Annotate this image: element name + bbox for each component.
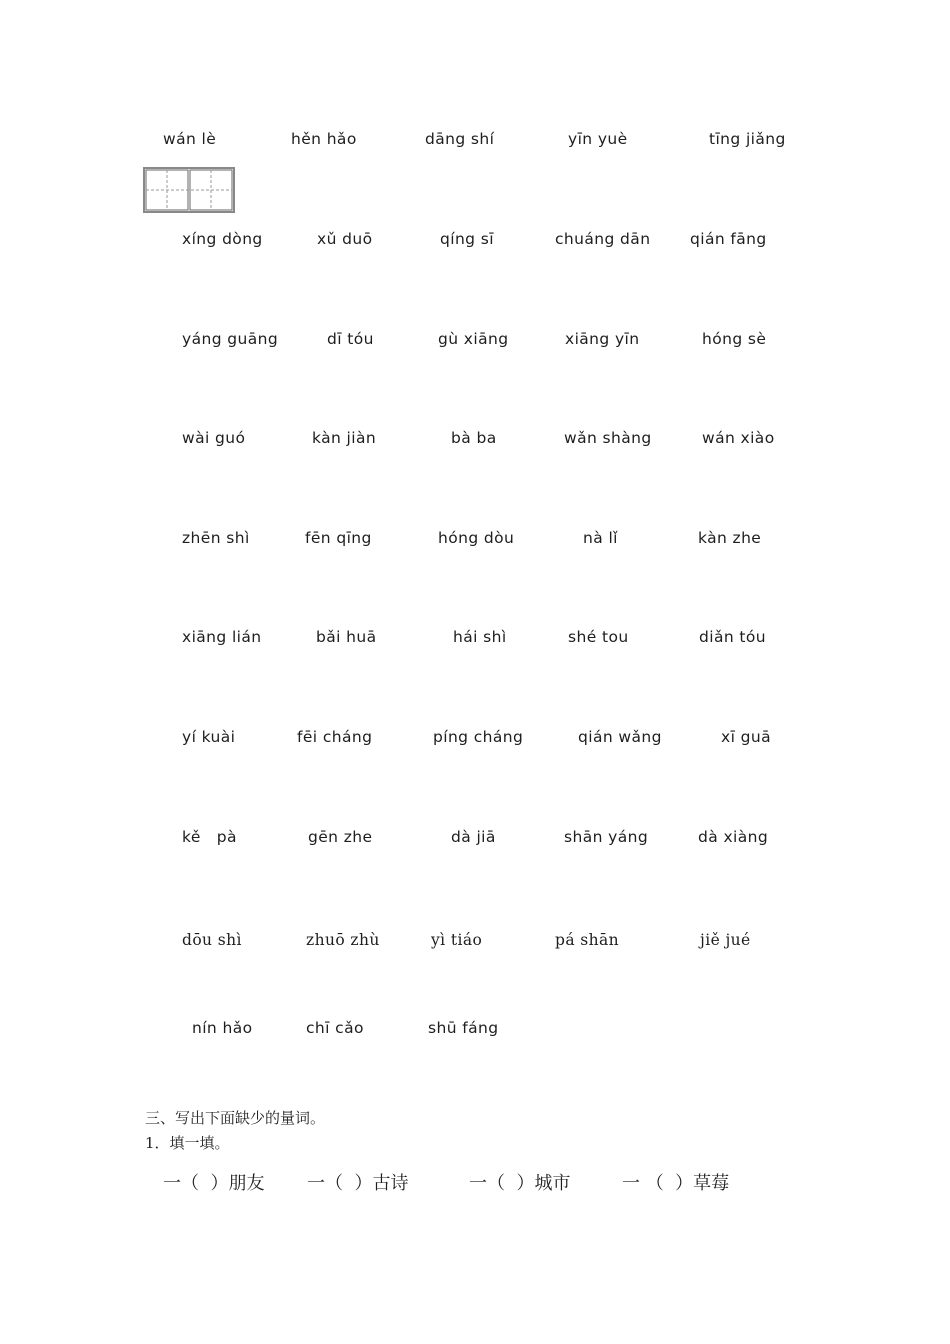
pinyin-word: xī guā [721, 728, 771, 746]
pinyin-word: dī tóu [327, 330, 374, 348]
pinyin-word: hái shì [453, 628, 507, 646]
pinyin-word: wán xiào [702, 429, 775, 447]
pinyin-word: dà xiàng [698, 828, 769, 846]
pinyin-word: gēn zhe [308, 828, 373, 846]
pinyin-word: píng cháng [433, 728, 524, 746]
pinyin-word: xǔ duō [317, 230, 373, 248]
pinyin-word: kě pà [182, 828, 237, 846]
pinyin-word: wǎn shàng [564, 429, 652, 447]
pinyin-word: dōu shì [182, 931, 242, 949]
pinyin-word: chuáng dān [555, 230, 651, 248]
pinyin-word: fēn qīng [305, 529, 372, 547]
question-subtitle: 1．填一填。 [145, 1134, 230, 1152]
pinyin-word: shū fáng [428, 1019, 499, 1037]
pinyin-word: kàn zhe [698, 529, 762, 547]
measure-word-blank: 一（ ）朋友 [163, 1173, 265, 1194]
pinyin-word: wài guó [182, 429, 246, 447]
pinyin-word: jiě jué [700, 931, 751, 949]
pinyin-word: diǎn tóu [699, 628, 766, 646]
pinyin-word: xiāng yīn [565, 330, 640, 348]
pinyin-word: zhuō zhù [306, 931, 380, 949]
pinyin-word: xiāng lián [182, 628, 262, 646]
pinyin-word: yīn yuè [568, 130, 628, 148]
pinyin-word: chī cǎo [306, 1019, 364, 1037]
writing-grid-tianzige [143, 167, 235, 213]
pinyin-word: hóng dòu [438, 529, 515, 547]
pinyin-word: wán lè [163, 130, 217, 148]
pinyin-word: shé tou [568, 628, 629, 646]
pinyin-word: fēi cháng [297, 728, 373, 746]
pinyin-word: nà lǐ [583, 529, 618, 547]
pinyin-word: yì tiáo [431, 931, 483, 949]
pinyin-word: yí kuài [182, 728, 236, 746]
measure-word-blank: 一 （ ）草莓 [622, 1173, 730, 1194]
pinyin-word: hěn hǎo [291, 130, 357, 148]
pinyin-word: yáng guāng [182, 330, 279, 348]
pinyin-word: xíng dòng [182, 230, 263, 248]
pinyin-word: qián fāng [690, 230, 767, 248]
pinyin-word: hóng sè [702, 330, 767, 348]
pinyin-word: kàn jiàn [312, 429, 377, 447]
pinyin-word: zhēn shì [182, 529, 250, 547]
pinyin-word: dāng shí [425, 130, 495, 148]
pinyin-word: bà ba [451, 429, 497, 447]
pinyin-word: qián wǎng [578, 728, 662, 746]
measure-word-blank: 一（ ）古诗 [307, 1173, 409, 1194]
pinyin-word: shān yáng [564, 828, 649, 846]
pinyin-word: tīng jiǎng [709, 130, 786, 148]
pinyin-word: bǎi huā [316, 628, 377, 646]
measure-word-blank: 一（ ）城市 [469, 1173, 571, 1194]
pinyin-word: pá shān [555, 931, 620, 949]
pinyin-word: qíng sī [440, 230, 494, 248]
pinyin-word: gù xiāng [438, 330, 509, 348]
pinyin-word: dà jiā [451, 828, 496, 846]
section-title: 三、写出下面缺少的量词。 [145, 1109, 326, 1127]
pinyin-word: nín hǎo [192, 1019, 253, 1037]
